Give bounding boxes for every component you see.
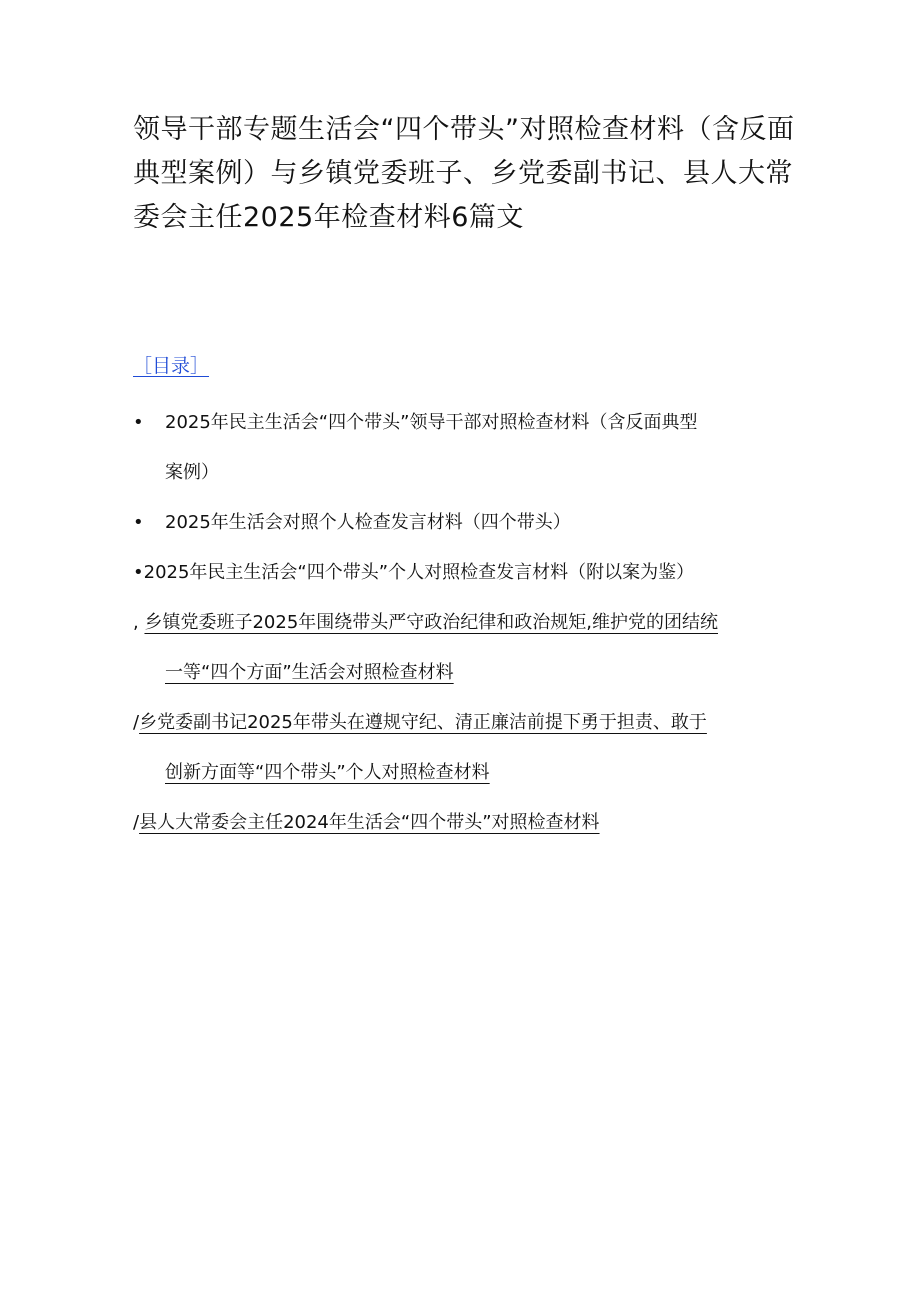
toc-item-3-line1[interactable]: 2025年民主生活会“四个带头”个人对照检查发言材料（附以案为鉴）: [143, 562, 695, 583]
toc-item-2[interactable]: [133, 498, 793, 548]
toc-item-1-line1[interactable]: 2025年民主生活会“四个带头”领导干部对照检查材料（含反面典型: [165, 412, 698, 433]
document-title: 领导干部专题生活会“四个带头”对照检查材料（含反面典型案例）与乡镇党委班子、乡党委副书记、县人大常委会主任2025年检查材料6篇文: [133, 114, 795, 233]
toc-item-6[interactable]: [133, 798, 793, 848]
toc-item-1-line2[interactable]: 案例）: [165, 462, 219, 483]
toc-item-1[interactable]: [133, 398, 793, 498]
toc-heading-link[interactable]: ［目录］: [133, 355, 210, 377]
toc-item-5-line2[interactable]: 创新方面等“四个带头”个人对照检查材料: [165, 762, 490, 783]
toc-item-5[interactable]: [133, 698, 793, 798]
toc-item-5-line1[interactable]: 乡党委副书记2025年带头在遵规守纪、清正廉洁前提下勇于担责、敢于: [139, 712, 707, 733]
toc-item-3[interactable]: [133, 548, 793, 598]
comma-marker: ,: [133, 612, 139, 633]
toc-item-2-line1[interactable]: 2025年生活会对照个人检查发言材料（四个带头）: [165, 512, 571, 533]
bullet-marker: •: [133, 412, 144, 433]
toc-item-6-line1[interactable]: 县人大常委会主任2024年生活会“四个带头”对照检查材料: [139, 812, 600, 833]
toc-item-4-line1[interactable]: 乡镇党委班子2025年围绕带头严守政治纪律和政治规矩,维护党的团结统: [144, 612, 718, 633]
slash-marker: /: [133, 712, 140, 733]
toc-list: [133, 398, 793, 848]
toc-item-4-line2[interactable]: 一等“四个方面”生活会对照检查材料: [165, 662, 454, 683]
bullet-marker: •: [133, 562, 144, 583]
toc-item-4[interactable]: [133, 598, 793, 698]
bullet-marker: •: [133, 512, 144, 533]
slash-marker: /: [133, 812, 140, 833]
